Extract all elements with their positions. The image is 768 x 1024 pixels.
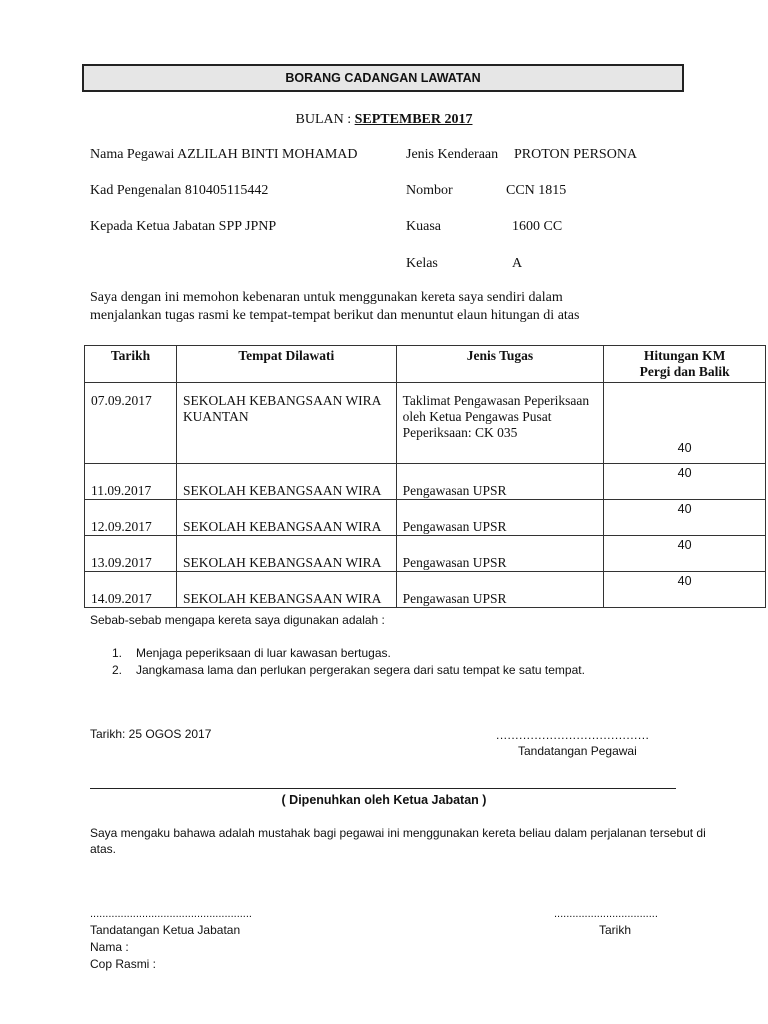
list-text: Menjaga peperiksaan di luar kawasan bertugas. <box>136 646 391 660</box>
kad-pengenalan: Kad Pengenalan 810405115442 <box>90 183 269 198</box>
table-row <box>85 464 766 500</box>
intro-line-2: menjalankan tugas rasmi ke tempat-tempat berikut dan menuntut elaun hitungan di atas <box>90 308 580 323</box>
header-hitungan-km-line2: Pergi dan Balik <box>639 364 730 379</box>
nama-label: Nama : <box>90 940 129 954</box>
cell-km: 40 <box>604 500 766 536</box>
kelas-label: Kelas <box>406 256 438 271</box>
kuasa-value: 1600 CC <box>512 219 563 234</box>
table-row <box>85 383 766 464</box>
tarikh-pegawai: Tarikh: 25 OGOS 2017 <box>90 727 212 741</box>
header-jenis-tugas: Jenis Tugas <box>396 346 604 383</box>
bulan-label: BULAN : <box>295 112 352 127</box>
cell-tempat-line2: KUANTAN <box>182 409 249 424</box>
cop-rasmi-label: Cop Rasmi : <box>90 957 157 971</box>
cell-tarikh: 14.09.2017 <box>85 572 177 608</box>
cell-tugas <box>396 383 604 464</box>
ketua-statement-line-1: Saya mengaku bahawa adalah mustahak bagi pegawai ini menggunakan kereta beliau dalam perjalanan tersebut di <box>90 826 706 840</box>
signature-dots-ketua: ..................................................... <box>90 908 252 920</box>
cell-tempat-line1: SEKOLAH KEBANGSAAN WIRA <box>182 393 382 408</box>
cell-tempat <box>176 383 396 464</box>
date-dots-ketua: .................................. <box>554 908 658 920</box>
table-header-row <box>85 346 766 383</box>
cell-km: 40 <box>604 383 766 464</box>
trips-table <box>84 345 766 608</box>
tandatangan-pegawai-label: Tandatangan Pegawai <box>518 744 637 758</box>
tandatangan-ketua-label: Tandatangan Ketua Jabatan <box>90 923 241 937</box>
cell-tugas: Pengawasan UPSR <box>396 464 604 500</box>
cell-tempat: SEKOLAH KEBANGSAAN WIRA <box>176 500 396 536</box>
reasons-list <box>112 645 585 679</box>
bulan-line <box>0 112 768 128</box>
cell-tarikh: 07.09.2017 <box>85 383 177 464</box>
ketua-heading: ( Dipenuhkan oleh Ketua Jabatan ) <box>281 793 487 807</box>
cell-tempat: SEKOLAH KEBANGSAAN WIRA <box>176 536 396 572</box>
cell-tugas-line1: Taklimat Pengawasan Peperiksaan <box>402 393 590 408</box>
cell-km: 40 <box>604 572 766 608</box>
reasons-heading: Sebab-sebab mengapa kereta saya digunakan adalah : <box>90 613 385 627</box>
nombor-value: CCN 1815 <box>506 183 567 198</box>
jenis-kenderaan-label: Jenis Kenderaan <box>406 147 499 162</box>
kepada-ketua: Kepada Ketua Jabatan SPP JPNP <box>90 219 277 234</box>
cell-km: 40 <box>604 536 766 572</box>
cell-tugas-line3: Peperiksaan: CK 035 <box>402 425 518 440</box>
jenis-kenderaan-value: PROTON PERSONA <box>514 147 638 162</box>
table-row <box>85 500 766 536</box>
intro-line-1: Saya dengan ini memohon kebenaran untuk menggunakan kereta saya sendiri dalam <box>90 290 563 305</box>
header-hitungan-km-line1: Hitungan KM <box>643 348 726 363</box>
nombor-label: Nombor <box>406 183 453 198</box>
tarikh-ketua-label: Tarikh <box>599 923 632 937</box>
list-item <box>112 662 585 679</box>
kuasa-label: Kuasa <box>406 219 441 234</box>
list-text: Jangkamasa lama dan perlukan pergerakan segera dari satu tempat ke satu tempat. <box>136 663 585 677</box>
cell-tarikh: 12.09.2017 <box>85 500 177 536</box>
cell-tugas-line2: oleh Ketua Pengawas Pusat <box>402 409 552 424</box>
nama-pegawai: Nama Pegawai AZLILAH BINTI MOHAMAD <box>90 147 358 162</box>
cell-tugas: Pengawasan UPSR <box>396 572 604 608</box>
cell-tempat: SEKOLAH KEBANGSAAN WIRA <box>176 464 396 500</box>
list-number: 2. <box>112 663 123 677</box>
table-row <box>85 572 766 608</box>
header-hitungan-km <box>604 346 766 383</box>
bulan-value: SEPTEMBER 2017 <box>354 112 473 127</box>
form-title: BORANG CADANGAN LAWATAN <box>82 64 684 92</box>
cell-tarikh: 11.09.2017 <box>85 464 177 500</box>
kelas-value: A <box>512 256 523 271</box>
ketua-statement-line-2: atas. <box>90 842 117 856</box>
cell-tugas: Pengawasan UPSR <box>396 536 604 572</box>
header-tempat: Tempat Dilawati <box>176 346 396 383</box>
cell-tempat: SEKOLAH KEBANGSAAN WIRA <box>176 572 396 608</box>
header-tarikh: Tarikh <box>85 346 177 383</box>
table-row <box>85 536 766 572</box>
list-number: 1. <box>112 646 123 660</box>
list-item <box>112 645 585 662</box>
cell-tarikh: 13.09.2017 <box>85 536 177 572</box>
cell-tugas: Pengawasan UPSR <box>396 500 604 536</box>
signature-dots-pegawai: ........................................ <box>496 728 650 742</box>
section-divider <box>90 788 676 789</box>
cell-km: 40 <box>604 464 766 500</box>
